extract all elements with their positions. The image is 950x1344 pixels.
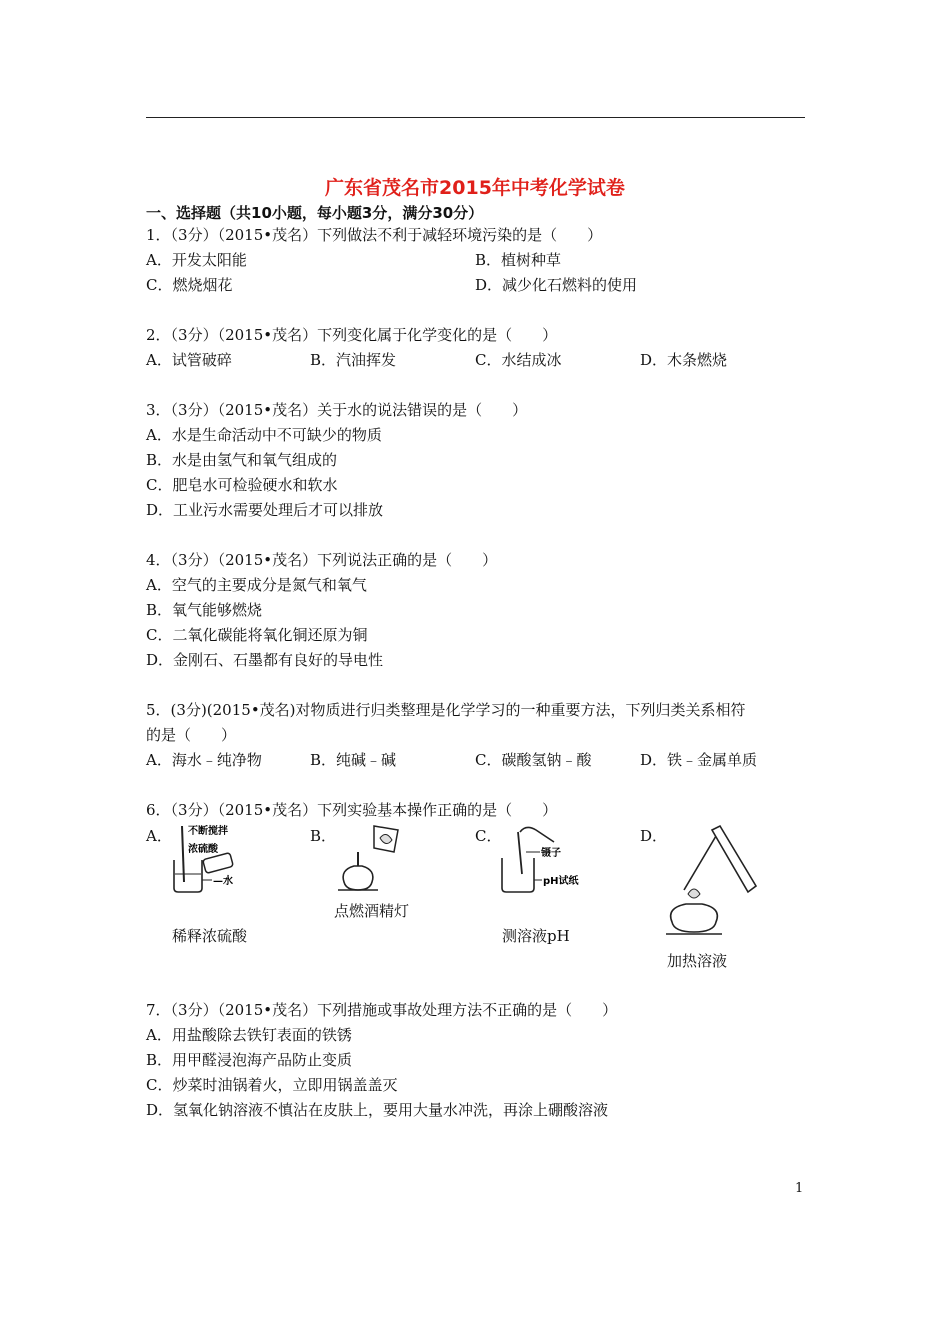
caption-a: 稀释浓硫酸 — [172, 927, 248, 945]
question-5-option-c[interactable]: C．碳酸氢钠﹣酸 — [475, 751, 592, 769]
hand — [520, 827, 554, 842]
question-6-option-d[interactable]: D． — [640, 827, 668, 845]
test-tube — [712, 826, 756, 892]
question-5-stem-continued: 的是（ ） — [146, 726, 237, 744]
clamp-stand — [684, 836, 716, 890]
question-5-stem: 5．(3分)(2015•茂名)对物质进行归类整理是化学学习的一种重要方法，下列归类关系相符 — [146, 701, 746, 719]
tweezers-icon — [518, 832, 522, 874]
question-7-option-c[interactable]: C．炒菜时油锅着火，立即用锅盖盖灭 — [146, 1076, 398, 1094]
question-7-option-b[interactable]: B．用甲醛浸泡海产品防止变质 — [146, 1051, 353, 1069]
dilute-acid-figure — [168, 822, 248, 894]
tweezers-label: 镊子 — [541, 848, 561, 859]
question-6-option-b[interactable]: B． — [310, 827, 337, 845]
flame-icon-d — [688, 889, 700, 898]
question-3-option-c[interactable]: C．肥皂水可检验硬水和软水 — [146, 476, 338, 494]
question-7-option-d[interactable]: D．氢氧化钠溶液不慎沾在皮肤上，要用大量水冲洗，再涂上硼酸溶液 — [146, 1101, 609, 1119]
page-title: 广东省茂名市2015年中考化学试卷 — [325, 177, 625, 199]
question-2-stem: 2．（3分）（2015•茂名）下列变化属于化学变化的是（ ） — [146, 326, 558, 344]
question-6-option-c[interactable]: C． — [475, 827, 502, 845]
caption-c: 测溶液pH — [502, 927, 570, 945]
acid-label: 浓硫酸 — [188, 844, 218, 855]
question-4-option-a[interactable]: A．空气的主要成分是氮气和氧气 — [146, 576, 367, 594]
section-heading: 一、选择题（共10小题，每小题3分，满分30分） — [146, 204, 484, 222]
question-7-option-a[interactable]: A．用盐酸除去铁钉表面的铁锈 — [146, 1026, 352, 1044]
question-2-option-c[interactable]: C．水结成冰 — [475, 351, 562, 369]
lamp-body — [343, 866, 373, 890]
beaker-c — [502, 858, 534, 892]
page-number: 1 — [795, 1181, 804, 1196]
question-6-option-a[interactable]: A． — [146, 827, 172, 845]
question-4-option-d[interactable]: D．金刚石、石墨都有良好的导电性 — [146, 651, 384, 669]
lamp-body-d — [671, 904, 718, 932]
question-1-option-b[interactable]: B．植树种草 — [475, 251, 562, 269]
acid-bottle — [203, 853, 234, 874]
water-label: —水 — [213, 876, 233, 887]
question-1-stem: 1．（3分）（2015•茂名）下列做法不利于减轻环境污染的是（ ） — [146, 226, 603, 244]
question-4-option-b[interactable]: B．氧气能够燃烧 — [146, 601, 263, 619]
question-3-stem: 3．（3分）（2015•茂名）关于水的说法错误的是（ ） — [146, 401, 528, 419]
question-3-option-d[interactable]: D．工业污水需要处理后才可以排放 — [146, 501, 384, 519]
question-2-option-b[interactable]: B．汽油挥发 — [310, 351, 397, 369]
question-1-option-a[interactable]: A．开发太阳能 — [146, 251, 247, 269]
question-7-stem: 7．（3分）（2015•茂名）下列措施或事故处理方法不正确的是（ ） — [146, 1001, 618, 1019]
question-5-option-a[interactable]: A．海水﹣纯净物 — [146, 751, 262, 769]
question-4-stem: 4．（3分）（2015•茂名）下列说法正确的是（ ） — [146, 551, 498, 569]
question-5-option-b[interactable]: B．纯碱﹣碱 — [310, 751, 397, 769]
question-1-option-d[interactable]: D．减少化石燃料的使用 — [475, 276, 638, 294]
stir-label: 不断搅拌 — [188, 826, 228, 837]
alcohol-lamp-figure — [334, 822, 414, 894]
ph-paper-label: pH试纸 — [543, 876, 579, 887]
heating-figure — [664, 822, 764, 940]
question-2-option-a[interactable]: A．试管破碎 — [146, 351, 232, 369]
header-rule — [146, 117, 805, 118]
question-3-option-a[interactable]: A．水是生命活动中不可缺少的物质 — [146, 426, 382, 444]
question-5-option-d[interactable]: D．铁﹣金属单质 — [640, 751, 758, 769]
ph-test-figure — [496, 822, 596, 894]
beaker — [174, 860, 202, 892]
question-6-stem: 6．（3分）（2015•茂名）下列实验基本操作正确的是（ ） — [146, 801, 558, 819]
question-1-option-c[interactable]: C．燃烧烟花 — [146, 276, 233, 294]
question-3-option-b[interactable]: B．水是由氢气和氧气组成的 — [146, 451, 338, 469]
caption-d: 加热溶液 — [667, 952, 728, 970]
caption-b: 点燃酒精灯 — [334, 902, 410, 920]
question-4-option-c[interactable]: C．二氧化碳能将氧化铜还原为铜 — [146, 626, 368, 644]
question-2-option-d[interactable]: D．木条燃烧 — [640, 351, 728, 369]
